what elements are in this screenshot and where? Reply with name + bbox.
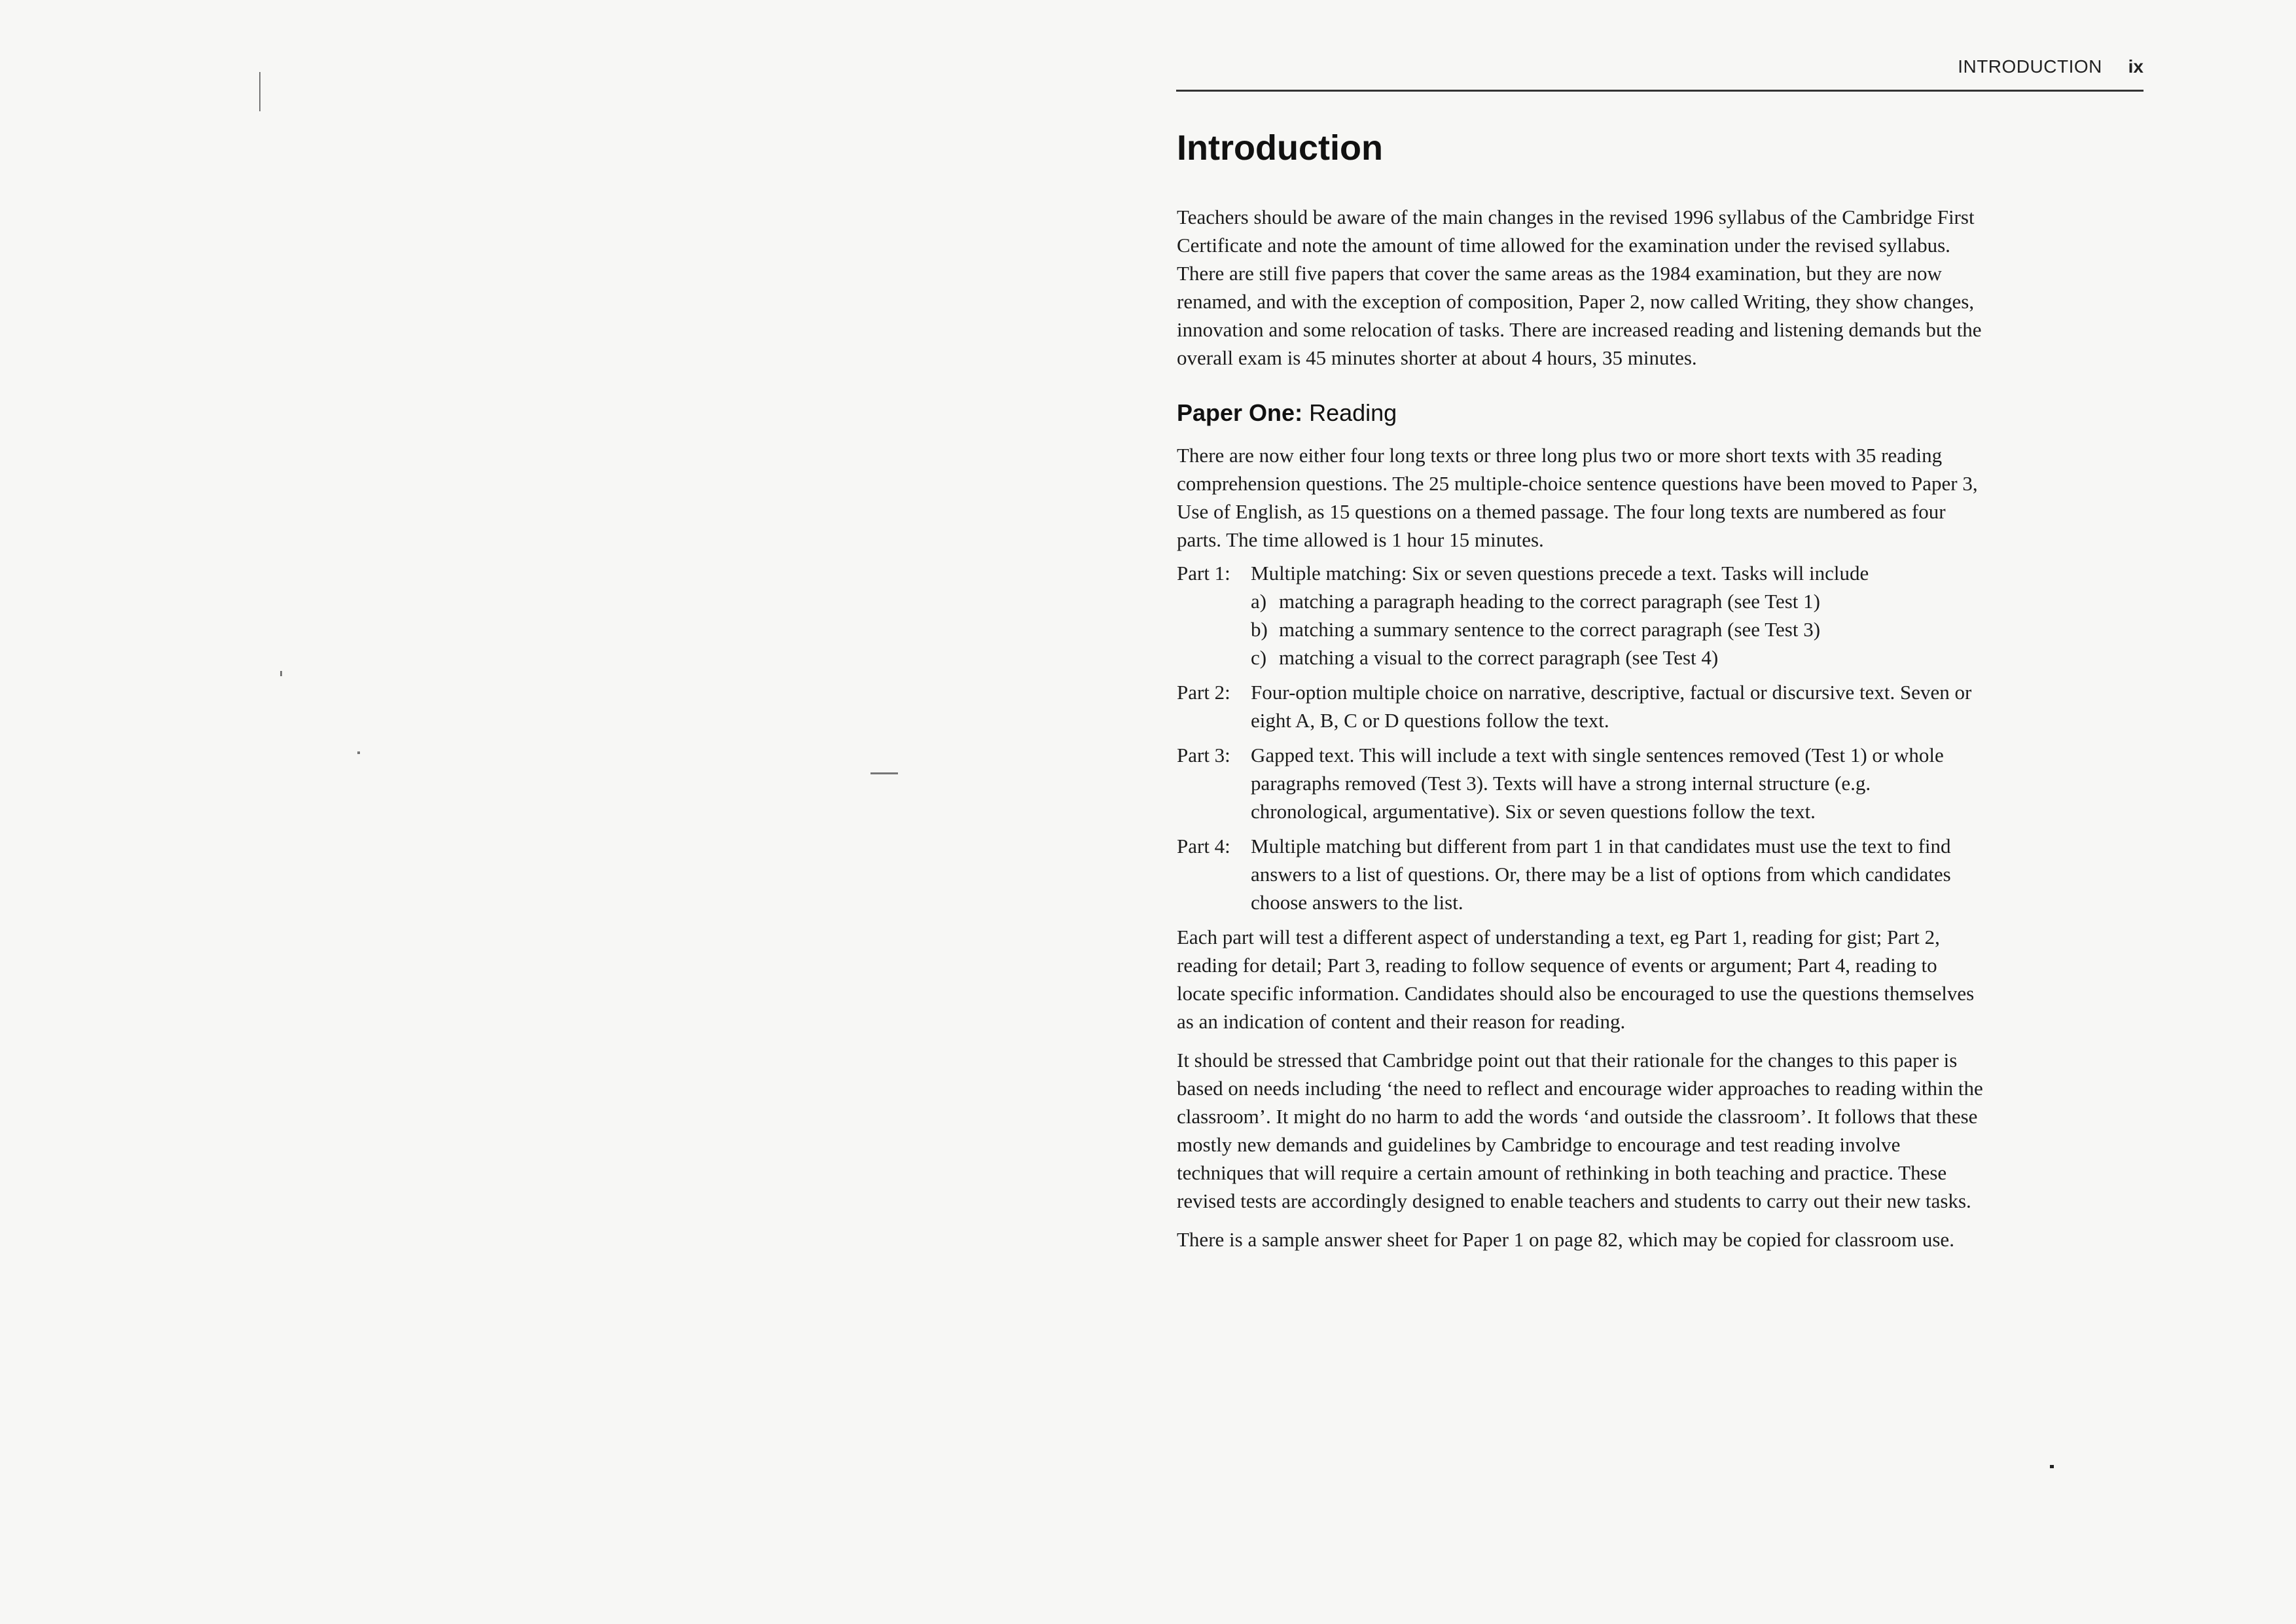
scan-mark [870,772,898,774]
part-1-subitem-b [1251,615,1988,643]
scan-mark [357,751,360,754]
part-text: Four-option multiple choice on narrative, descriptive, factual or discursive text. Seven or eight A, B, C or D questions follow the text. [1251,681,1972,732]
subitem-text: matching a summary sentence to the correct paragraph (see Test 3) [1279,618,1821,641]
part-text: Multiple matching: Six or seven questions precede a text. Tasks will include [1251,562,1869,585]
part-label: Part 1: [1177,562,1230,585]
scan-mark [259,72,260,111]
part-4 [1177,832,1988,916]
header-rule [1176,90,2144,92]
part-label: Part 3: [1177,744,1230,767]
part-text: Gapped text. This will include a text with single sentences removed (Test 1) or whole paragraphs removed (Test 3). Texts will have a strong internal structure (e.g. chronological, argumentative). Six or seven questions follow the text. [1251,744,1944,823]
running-head-section: INTRODUCTION [1958,56,2102,77]
part-1-subitem-a [1251,587,1988,615]
paragraph-rationale: It should be stressed that Cambridge point out that their rationale for the changes to this paper is based on needs including ‘the need to reflect and encourage wider approaches to reading within the classroom’. It might do no harm to add the words ‘and outside the classroom’. It follows that these mostly new demands and guidelines by Cambridge to encourage and test reading involve techniques that will require a certain amount of rethinking in both teaching and practice. These revised tests are accordingly designed to enable teachers and students to carry out their new tasks. [1177,1049,1983,1212]
scan-mark [2050,1465,2054,1468]
subitem-text: matching a paragraph heading to the correct paragraph (see Test 1) [1279,590,1820,613]
part-text: Multiple matching but different from part 1 in that candidates must use the text to find answers to a list of questions. Or, there may be a list of options from which candidates choose answers to the list. [1251,835,1951,914]
part-1 [1177,559,1988,672]
part-body [1251,559,1988,672]
part-label: Part 2: [1177,681,1230,704]
subitem-text: matching a visual to the correct paragraph (see Test 4) [1279,646,1719,669]
main-text [1177,124,1988,1264]
part-label: Part 4: [1177,835,1230,857]
subitem-letter: b) [1251,618,1268,641]
section-heading-bold: Paper One: [1177,399,1303,426]
page-title: Introduction [1177,128,1383,168]
part-2 [1177,678,1988,734]
paper-one-overview: There are now either four long texts or three long plus two or more short texts with 35 reading comprehension questions. The 25 multiple-choice sentence questions have been moved to Paper 3, Use of English, as 15 questions on a themed passage. The four long texts are numbered as four parts. The time allowed is 1 hour 15 minutes. [1177,444,1978,551]
subitem-letter: a) [1251,590,1267,613]
part-1-subitem-c [1251,643,1988,672]
intro-paragraph: Teachers should be aware of the main changes in the revised 1996 syllabus of the Cambridge First Certificate and note the amount of time allowed for the examination under the revised syllabus. There are still five papers that cover the same areas as the 1984 examination, but they are now renamed, and with the exception of composition, Paper 2, now called Writing, they show changes, innovation and some relocation of tasks. There are increased reading and listening demands but the overall exam is 45 minutes shorter at about 4 hours, 35 minutes. [1177,206,1982,369]
part-3 [1177,741,1988,825]
running-head [1176,56,2144,77]
paragraph-reading-aspects: Each part will test a different aspect of understanding a text, eg Part 1, reading for gist; Part 2, reading for detail; Part 3, reading to follow sequence of events or argument; Part 4, reading to locate specific information. Candidates should also be encouraged to use the questions themselves as an indication of content and their reason for reading. [1177,926,1975,1033]
paragraph-answer-sheet: There is a sample answer sheet for Paper 1 on page 82, which may be copied for classroom use. [1177,1228,1954,1251]
section-heading-rest: Reading [1309,399,1397,426]
section-heading-paper-one [1177,398,1988,428]
page-number: ix [2128,56,2144,77]
scan-mark [280,671,282,676]
subitem-letter: c) [1251,646,1267,669]
